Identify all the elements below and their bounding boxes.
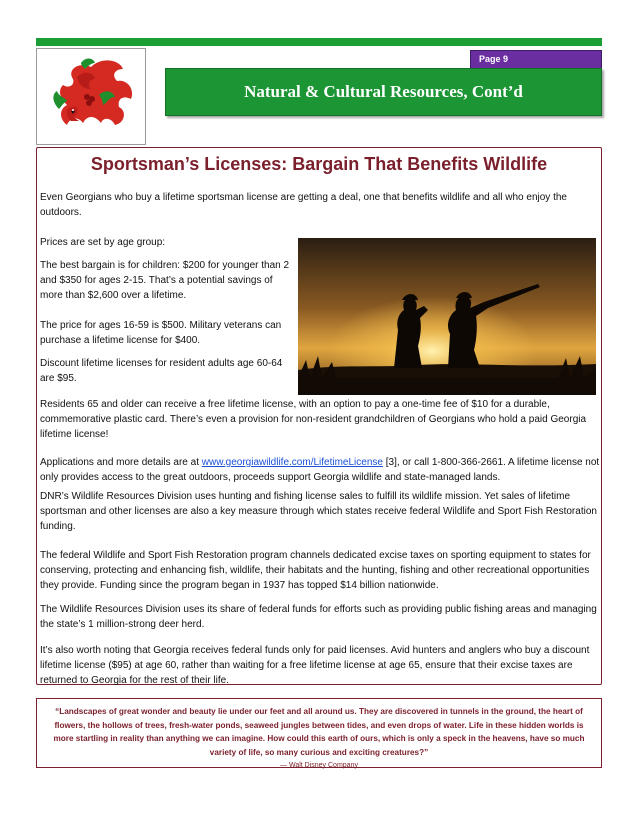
page-number-tag <box>470 50 602 70</box>
intro-paragraph: Even Georgians who buy a lifetime sportsman license are getting a deal, one that benefits wildlife and all who enjoy the outdoors. <box>40 192 567 218</box>
adult-prices-paragraph: The price for ages 16-59 is $500. Military veterans can purchase a lifetime license for $400. <box>40 320 282 346</box>
quote-box <box>36 698 602 768</box>
logo-frame <box>36 48 146 145</box>
applications-paragraph <box>40 455 602 485</box>
cardinal-holly-logo-icon <box>37 49 145 144</box>
hunters-photo <box>298 238 596 395</box>
section-header-banner <box>165 68 602 116</box>
discount-prices-paragraph: Discount lifetime licenses for resident adults age 60-64 are $95. <box>40 358 283 384</box>
quote-text: “Landscapes of great wonder and beauty lie under our feet and all around us. They are discovered in tunnels in the ground, the heart of flowers, the hollows of trees, fresh-water ponds, seaweed jungles between tides, and even drops of water. Life in these hidden worlds is more startling in reality than anything we can imagine. How could this earth of ours, which is only a speck in the heavens, have so much variety of life, so many curious and exciting creatures?” <box>53 707 585 757</box>
lifetime-license-link[interactable]: www.georgiawildlife.com/LifetimeLicense <box>201 457 383 468</box>
page-number-label: Page 9 <box>479 54 509 64</box>
division-paragraph: The Wildlife Resources Division uses its share of federal funds for efforts such as providing public fishing areas and managing the state’s 1 million-strong deer herd. <box>40 604 597 630</box>
seniors-paragraph: Residents 65 and older can receive a free lifetime license, with an option to pay a one-time fee of $10 for a durable, commemorative plastic card. There’s even a provision for non-resident grandchildren of Georgians who hold a paid Georgia lifetime license! <box>40 399 587 440</box>
federal-program-paragraph: The federal Wildlife and Sport Fish Restoration program channels dedicated excise taxes on sporting equipment to states for conserving, protecting and enhancing fish, wildlife, their habitats and the hunting, fishing and other recreational opportunities they provide. Funding since the program began in 1937 has topped $14 billion nationwide. <box>40 550 591 591</box>
applications-text-end: [3], or call 1-800-366-2661. A lifetime license not only provides access to the great outdoors, proceeds support Georgia wildlife and state-managed lands. <box>40 457 600 483</box>
children-prices-paragraph: The best bargain is for children: $200 for younger than 2 and $350 for ages 2-15. That’s a potential savings of more than $2,600 over a lifetime. <box>40 260 290 301</box>
article-title: Sportsman’s Licenses: Bargain That Benefits Wildlife <box>90 154 548 174</box>
hunters-silhouette-photo-icon <box>298 238 596 395</box>
quote-attribution: — Walt Disney Company <box>280 762 358 769</box>
prices-intro-paragraph: Prices are set by age group: <box>40 237 166 248</box>
section-title: Natural & Cultural Resources, Cont’d <box>244 82 523 101</box>
federal-funds-note-paragraph: It’s also worth noting that Georgia receives federal funds only for paid licenses. Avid hunters and anglers who buy a discount lifetime license ($95) at age 60, rather than waiting for a free lifetime license at age 65, ensure that their excise taxes are returned to Georgia for the rest of their life. <box>40 645 590 686</box>
applications-text-start: Applications and more details are at <box>40 457 202 468</box>
top-green-rule <box>36 38 602 46</box>
dnr-paragraph: DNR’s Wildlife Resources Division uses hunting and fishing license sales to fulfill its wildlife mission. Yet sales of lifetime sportsman and other licenses are also a key measure through which states receive federal Wildlife and Sport Fish Restoration funding. <box>40 491 597 532</box>
